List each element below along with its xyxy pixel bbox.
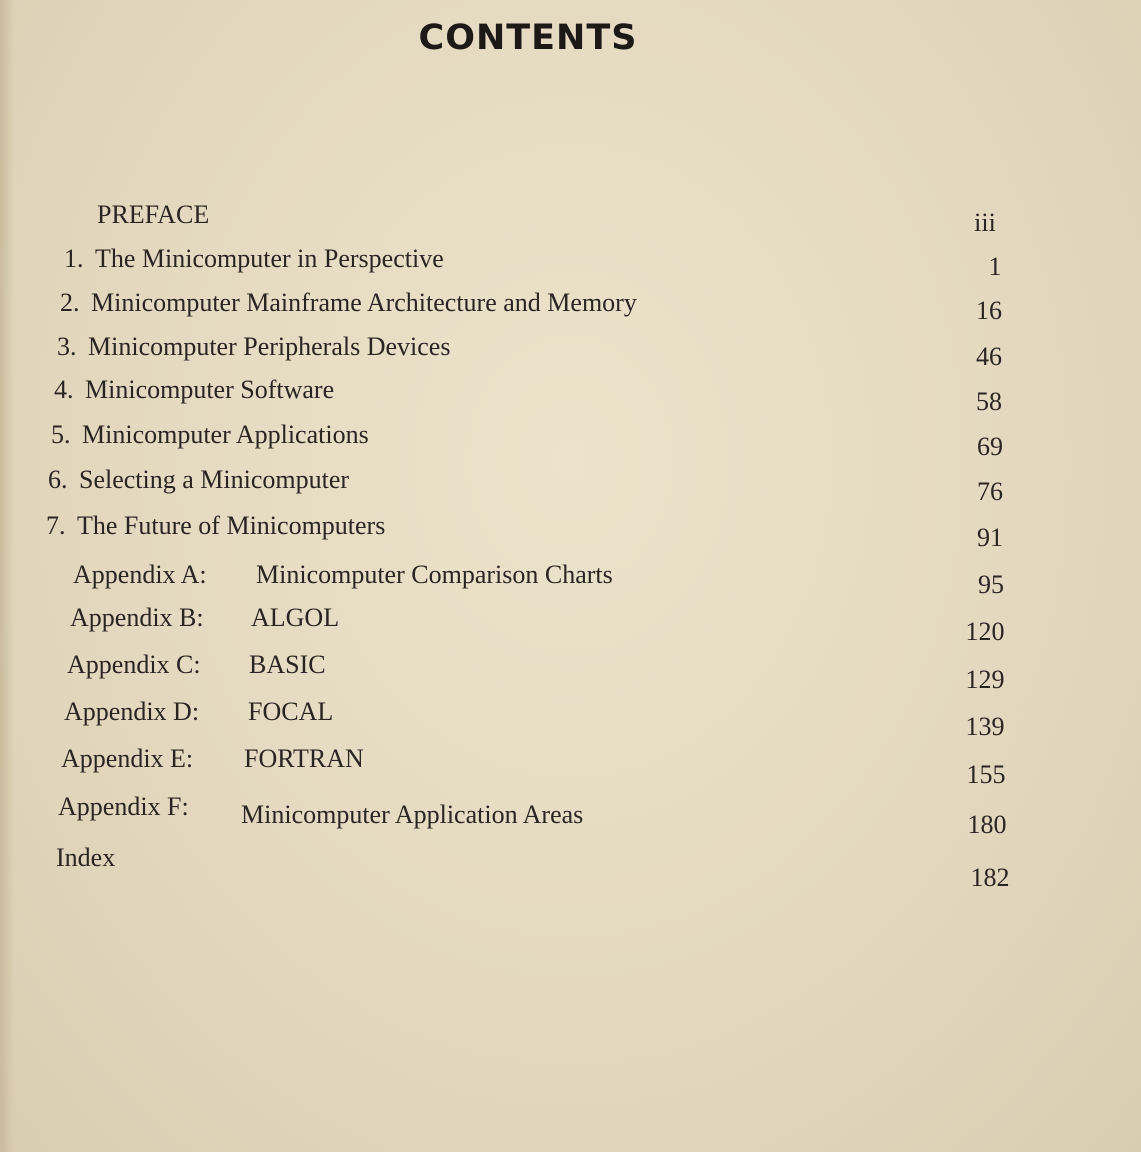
toc-entry-label: Minicomputer Peripherals Devices [88,332,451,361]
toc-entry-page-number: 69 [977,432,1003,461]
toc-entry-label: Minicomputer Application Areas [241,800,584,829]
toc-entry-number: Appendix C: [67,650,201,679]
toc-entry-appendix-f [0,792,1141,839]
toc-entry-page-number: 91 [977,523,1003,552]
toc-entry-chapter-7 [0,511,1141,551]
toc-entry-appendix-b [0,603,1141,646]
toc-entry-label: BASIC [249,650,326,679]
toc-entry-page-number: 58 [976,387,1002,416]
toc-entry-page-number: iii [974,208,996,237]
toc-entry-page-number: 95 [978,570,1004,599]
toc-entry-label: Minicomputer Comparison Charts [256,560,613,589]
toc-entry-label: Minicomputer Applications [82,420,369,449]
toc-entry-appendix-e [0,744,1141,789]
toc-entry-number: Appendix E: [61,744,194,773]
toc-entry-label: The Minicomputer in Perspective [95,244,444,273]
toc-entry-chapter-1 [0,244,1141,284]
toc-entry-number: Appendix B: [70,603,204,632]
toc-entry-preface [0,200,1141,240]
toc-entry-chapter-5 [0,420,1141,460]
toc-entry-chapter-4 [0,375,1141,415]
toc-entry-page-number: 1 [988,252,1002,281]
toc-entry-page-number: 155 [966,760,1006,789]
toc-entry-page-number: 139 [965,712,1005,741]
toc-entry-label: FOCAL [248,697,334,726]
page-title: CONTENTS [418,18,638,58]
toc-entry-number: 2. [60,288,80,317]
toc-entry-label: FORTRAN [244,744,364,773]
toc-entry-number: 5. [51,420,71,449]
toc-entry-appendix-d [0,697,1141,741]
toc-entry-page-number: 16 [976,296,1002,325]
toc-entry-label: Index [56,843,116,872]
toc-entry-page-number: 180 [967,810,1007,839]
toc-entry-label: PREFACE [97,200,210,229]
toc-entry-page-number: 120 [965,617,1005,646]
toc-entry-number: Appendix F: [58,792,189,821]
toc-entry-number: Appendix D: [64,697,200,726]
toc-entry-page-number: 129 [965,665,1005,694]
toc-entry-index [0,843,1141,892]
toc-entry-page-number: 76 [977,477,1003,506]
toc-entry-appendix-c [0,650,1141,694]
toc-entry-number: 6. [48,465,68,494]
toc-entry-label: ALGOL [251,603,340,632]
toc-entry-number: Appendix A: [73,560,207,589]
toc-entry-number: 4. [54,375,74,404]
toc-entry-chapter-2 [0,288,1141,328]
toc-entry-number: 3. [57,332,77,361]
toc-entry-label: The Future of Minicomputers [77,511,386,540]
toc-entry-number: 1. [64,244,84,273]
toc-entry-label: Selecting a Minicomputer [79,465,350,494]
toc-entry-label: Minicomputer Software [85,375,335,404]
toc-entry-chapter-6 [0,465,1141,505]
toc-entry-number: 7. [46,511,66,540]
toc-entry-chapter-3 [0,332,1141,372]
toc-entry-appendix-a [0,560,1141,600]
toc-entry-page-number: 46 [976,342,1002,371]
toc-entry-page-number: 182 [970,863,1010,892]
toc-entry-label: Minicomputer Mainframe Architecture and Memory [91,288,637,317]
